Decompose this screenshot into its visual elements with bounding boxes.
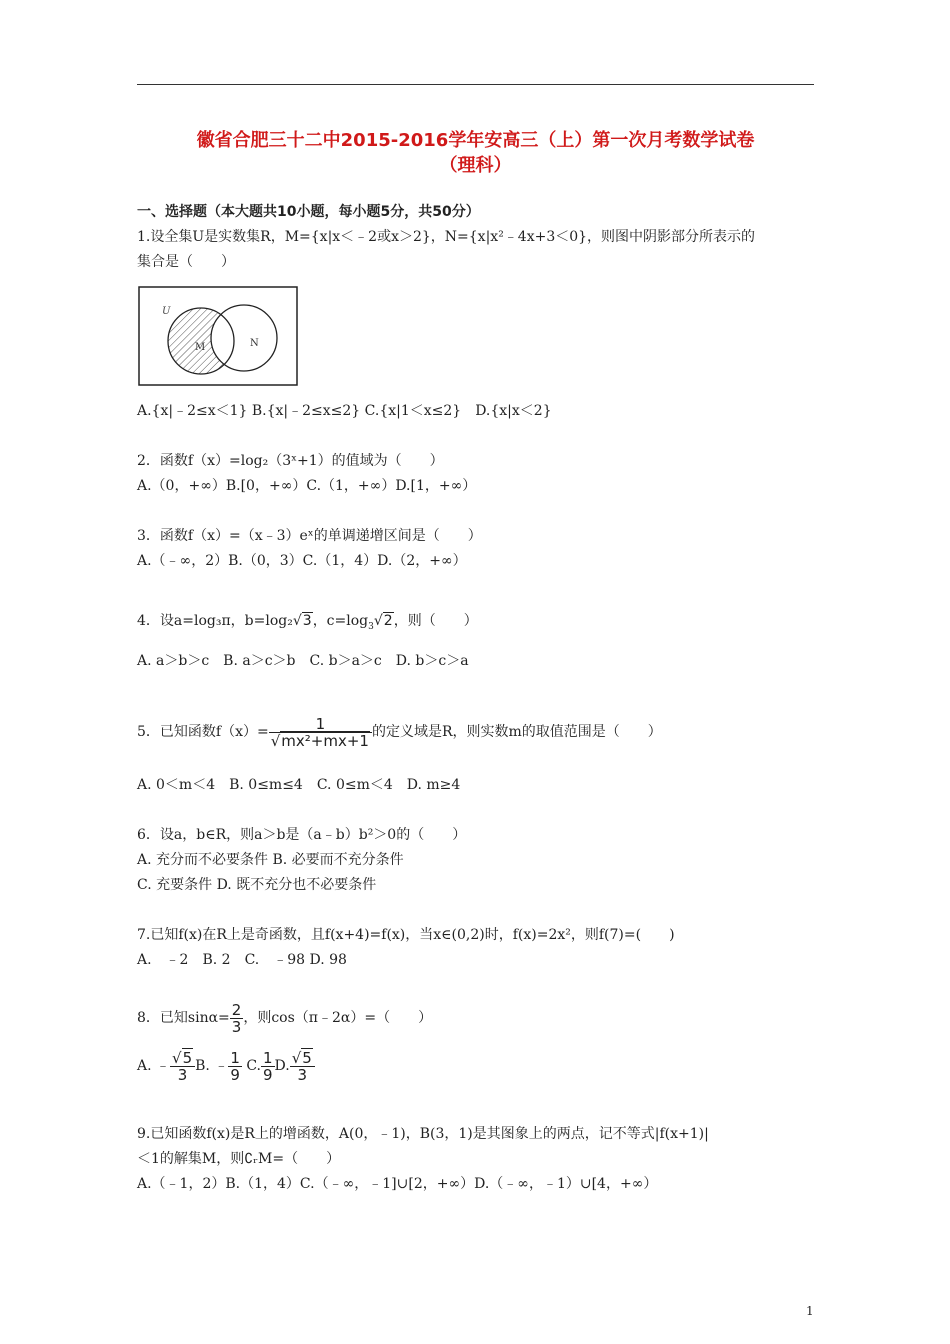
section-heading: 一、选择题（本大题共10小题，每小题5分，共50分） [137, 204, 480, 220]
venn-diagram [138, 286, 298, 386]
q5-stem-b: 的定义域是R，则实数m的取值范围是（ ） [371, 724, 662, 740]
q8-stem-b: ，则cos（π﹣2α）=（ ） [243, 1010, 433, 1026]
q4-stem-end: ，则（ ） [393, 613, 478, 629]
q8-opt-c-frac: $\frac{1}{9}$ [263, 1048, 273, 1084]
q1-stem-line2: 集合是（ ） [137, 254, 235, 270]
q1-stem-line1: 1.设全集U是实数集R，M={x|x＜﹣2或x＞2}，N={x|x²﹣4x+3＜0}，则图中阴影部分所表示的 [137, 229, 756, 245]
q4-stem-a: 4．设a=log₃π，b=log₂ [137, 613, 293, 629]
q3-options: A.（﹣∞，2）B.（0，3）C.（1，4）D.（2，+∞） [137, 553, 467, 569]
q4-options: A. a＞b＞c B. a＞c＞b C. b＞a＞c D. b＞c＞a [137, 653, 469, 669]
q8-stem-a: 8．已知sinα= [137, 1010, 230, 1026]
q5-stem-a: 5．已知函数f（x）= [137, 724, 269, 740]
q5-stem [137, 710, 662, 754]
q5-options: A. 0＜m＜4 B. 0≤m≤4 C. 0≤m＜4 D. m≥4 [137, 777, 461, 793]
q9-stem-line2: ＜1的解集M，则∁ᵣM=（ ） [137, 1151, 341, 1167]
q4-stem [137, 611, 478, 637]
venn-label-m: M [195, 342, 206, 353]
q9-options: A.（﹣1，2）B.（1，4）C.（﹣∞，﹣1]∪[2，+∞）D.（﹣∞，﹣1）∪[4，+∞） [137, 1176, 658, 1192]
q1-options: A.{x|﹣2≤x＜1} B.{x|﹣2≤x≤2} C.{x|1＜x≤2} D.{x|x＜2} [137, 403, 552, 419]
venn-label-n: N [250, 338, 259, 349]
q4-base-c: 3 [368, 621, 374, 632]
q2-options: A.（0，+∞）B.[0，+∞）C.（1，+∞）D.[1，+∞） [137, 478, 477, 494]
q6-stem: 6．设a，b∈R，则a＞b是（a﹣b）b²＞0的（ ） [137, 827, 467, 843]
q2-stem: 2．函数f（x）=log₂（3ˣ+1）的值域为（ ） [137, 453, 444, 469]
q8-options [137, 1046, 315, 1086]
q5-fraction: $\frac{1}{\text{√mx²+mx+1}}$ [269, 716, 372, 749]
q4-sqrt-c: √2 [373, 613, 393, 629]
header-rule [137, 84, 814, 85]
q8-opt-b-frac: $\frac{1}{9}$ [230, 1048, 240, 1084]
q8-fraction: $\frac{2}{3}$ [231, 1000, 242, 1036]
q8-opt-d-label: D. [274, 1058, 290, 1074]
q8-opt-b-label: B. ﹣ [195, 1058, 229, 1074]
q4-stem-c: ，c=log [312, 613, 369, 629]
q8-opt-a-frac: $\frac{√5}{3}$ [170, 1050, 195, 1083]
q6-options-1: A. 充分而不必要条件 B. 必要而不充分条件 [137, 852, 404, 868]
q7-stem: 7.已知f(x)在R上是奇函数，且f(x+4)=f(x)，当x∈(0,2)时，f(x)=2x²，则f(7)=( ) [137, 927, 675, 943]
venn-label-u: U [162, 306, 171, 317]
q8-opt-a-label: A. ﹣ [137, 1058, 171, 1074]
page-number: 1 [806, 1304, 814, 1318]
exam-title: 徽省合肥三十二中2015-2016学年安高三（上）第一次月考数学试卷 [196, 130, 755, 151]
q8-stem [137, 998, 432, 1038]
q8-opt-c-label: C. [246, 1058, 261, 1074]
q6-options-2: C. 充要条件 D. 既不充分也不必要条件 [137, 877, 377, 893]
q7-options: A. ﹣2 B. 2 C. ﹣98 D. 98 [137, 952, 347, 968]
q9-stem-line1: 9.已知函数f(x)是R上的增函数，A(0，﹣1)，B(3，1)是其图象上的两点，记不等式|f(x+1)| [137, 1126, 709, 1142]
q3-stem: 3．函数f（x）=（x﹣3）eˣ的单调递增区间是（ ） [137, 528, 482, 544]
exam-subtitle: （理科） [439, 155, 512, 176]
q4-sqrt-b: √3 [292, 613, 312, 629]
q8-opt-d-frac: $\frac{√5}{3}$ [290, 1050, 315, 1083]
